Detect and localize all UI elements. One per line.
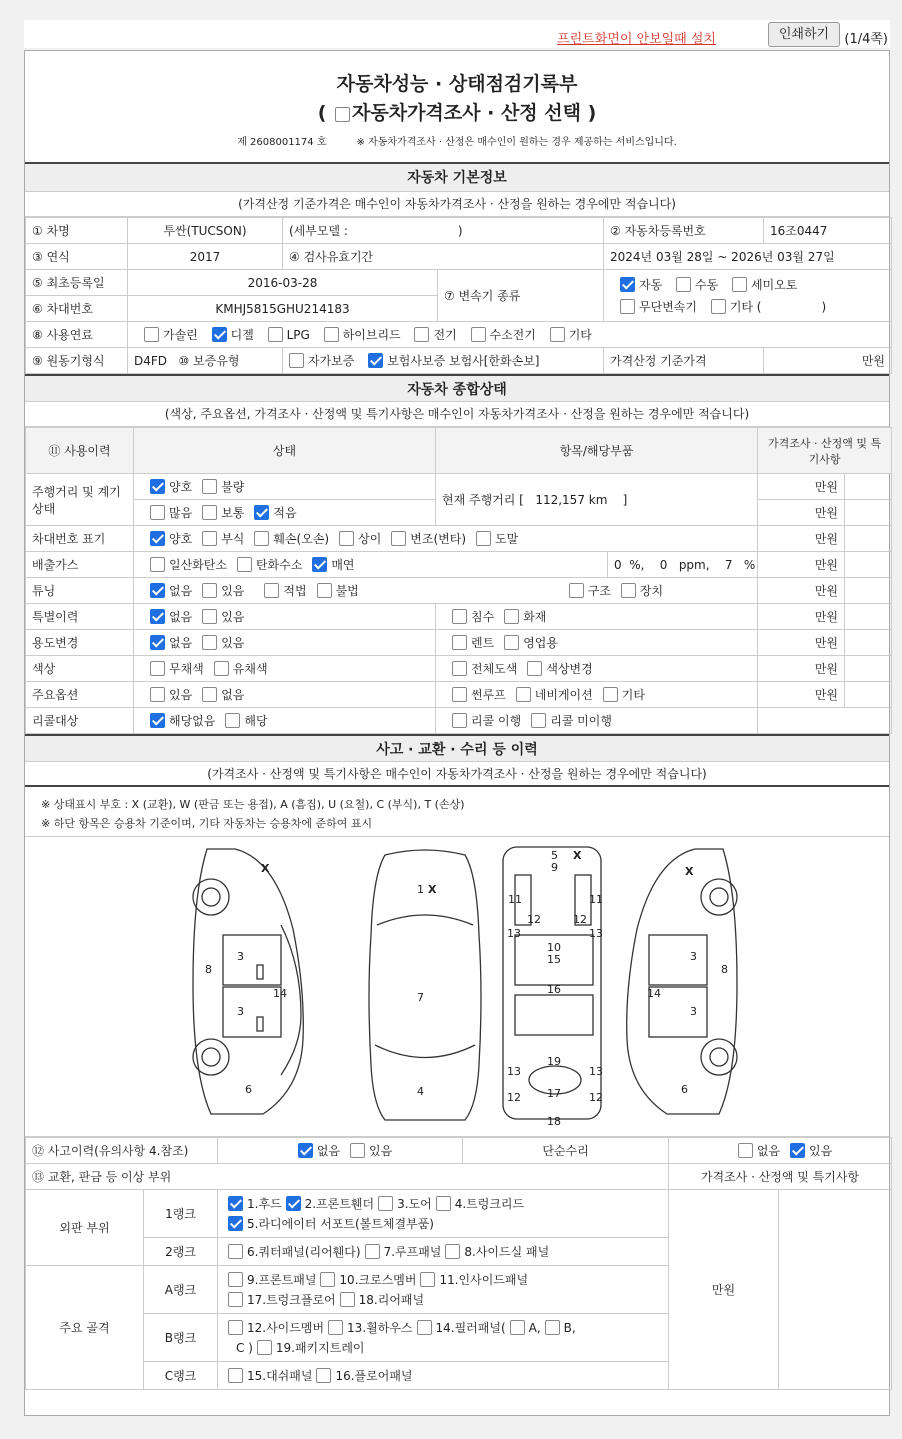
accident-history-label: ⑫ 사고이력(유의사항 4.참조) — [26, 1138, 218, 1164]
rank2-label: 2랭크 — [144, 1238, 218, 1266]
mileage-bad-checkbox[interactable] — [202, 479, 217, 494]
gas-co-checkbox[interactable] — [150, 557, 165, 572]
svg-text:4: 4 — [417, 1085, 424, 1098]
part-rear-panel-checkbox[interactable] — [340, 1292, 355, 1307]
trans-cvt-checkbox[interactable] — [620, 299, 635, 314]
svg-text:X: X — [573, 849, 582, 862]
option-navi-checkbox[interactable] — [516, 687, 531, 702]
svg-text:8: 8 — [205, 963, 212, 976]
reg-no-label: ② 자동차등록번호 — [604, 218, 764, 244]
vin-paint-checkbox[interactable] — [476, 531, 491, 546]
car-name-label: ① 차명 — [26, 218, 128, 244]
reg-no: 16조0447 — [764, 218, 892, 244]
trans-other-checkbox[interactable] — [711, 299, 726, 314]
tuning-yes-checkbox[interactable] — [202, 583, 217, 598]
use-rent-checkbox[interactable] — [452, 635, 467, 650]
svg-text:14: 14 — [273, 987, 287, 1000]
accident-section-title: 사고 · 교환 · 수리 등 이력 — [25, 734, 889, 762]
svg-text:17: 17 — [547, 1087, 561, 1100]
fuel-gasoline-checkbox[interactable] — [144, 327, 159, 342]
svg-text:3: 3 — [237, 1005, 244, 1018]
tuning-label: 튜닝 — [26, 578, 134, 604]
inspection-period: 2024년 03월 28일 ~ 2026년 03월 27일 — [604, 244, 892, 270]
basic-info-table — [25, 217, 892, 374]
vin-good-checkbox[interactable] — [150, 531, 165, 546]
doc-number: 제 2608001174 호 — [237, 137, 327, 148]
accident-none-checkbox[interactable] — [298, 1143, 313, 1158]
car-diagram — [25, 837, 889, 1137]
recall-applicable-checkbox[interactable] — [225, 713, 240, 728]
color-achromatic-checkbox[interactable] — [150, 661, 165, 676]
mileage-mid-checkbox[interactable] — [202, 505, 217, 520]
svg-text:5: 5 — [551, 849, 558, 862]
svg-text:3: 3 — [237, 950, 244, 963]
parts-label: ⑬ 교환, 판금 등 이상 부위 — [26, 1164, 669, 1190]
standard-note: ※ 하단 항목은 승용차 기준이며, 기타 자동차는 승용차에 준하여 표시 — [41, 817, 373, 830]
tuning-options: 없음 있음 적법 불법 구조 장치 — [134, 578, 758, 604]
tuning-illegal-checkbox[interactable] — [317, 583, 332, 598]
svg-text:18: 18 — [547, 1115, 561, 1125]
warranty-insurer-checkbox[interactable] — [368, 353, 383, 368]
recall-undone-checkbox[interactable] — [531, 713, 546, 728]
status-col-price: 가격조사 · 산정액 및 특기사항 — [758, 428, 892, 474]
mileage-low-checkbox[interactable] — [254, 505, 269, 520]
svg-text:13: 13 — [589, 1065, 603, 1078]
status-table: ⑪ 사용이력 상태 항목/해당부품 가격조사 · 산정액 및 특기사항 주행거리 및 계기상태 양호 불량 현재 주행거리 [ 112,157 km ] 만원 많음 보통 적음 만원 차대번호 표기 양호 부식 훼손(오손) 상이 변조(변타) 도말 만원 배출가스 일산화탄소 탄화수소 매연 0 %, 0 ppm, 7 % 만원 튜닝 없음 있음 적법 불법 구조 장치 만원 특별이력 없음 있음 침수 화재 만원 용도변경 없음 있음 렌트 영업용 만원 색상 무채색 유채색 전체도색 색상변경 만원 주요옵션 있음 없음 썬루프 네비게이션 기타 만원 리콜대상 해당없음 해당 리콜 이행 리콜 미이행 — [25, 427, 892, 734]
svg-text:X: X — [685, 865, 694, 878]
part-pillar-checkbox[interactable] — [417, 1320, 432, 1335]
vin-label: ⑥ 차대번호 — [26, 296, 128, 322]
part-package-tray-checkbox[interactable] — [257, 1340, 272, 1355]
left-side-view — [193, 849, 303, 1114]
vin-mark-options: 양호 부식 훼손(오손) 상이 변조(변타) 도말 — [134, 526, 758, 552]
vin: KMHJ5815GHU214183 — [128, 296, 438, 322]
color-change-checkbox[interactable] — [527, 661, 542, 676]
svg-text:X: X — [261, 862, 270, 875]
svg-text:12: 12 — [507, 1091, 521, 1104]
svg-text:12: 12 — [573, 913, 587, 926]
gas-options: 일산화탄소 탄화수소 매연 — [134, 552, 608, 578]
accident-yes-checkbox[interactable] — [350, 1143, 365, 1158]
engine-warranty — [128, 348, 283, 374]
gas-hc-checkbox[interactable] — [237, 557, 252, 572]
trans-semiauto-checkbox[interactable] — [732, 277, 747, 292]
svg-text:10: 10 — [547, 941, 561, 954]
part-side-sill-checkbox[interactable] — [445, 1244, 460, 1259]
fuel-diesel-checkbox[interactable] — [212, 327, 227, 342]
svg-text:9: 9 — [551, 861, 558, 874]
option-sunroof-checkbox[interactable] — [452, 687, 467, 702]
print-button[interactable]: 인쇄하기 — [768, 22, 840, 47]
base-price-unit: 만원 — [764, 348, 892, 374]
gas-label: 배출가스 — [26, 552, 134, 578]
svg-text:13: 13 — [507, 1065, 521, 1078]
tuning-none-checkbox[interactable] — [150, 583, 165, 598]
doc-title: 자동차성능 · 상태점검기록부 — [336, 73, 578, 95]
part-floor-panel-checkbox[interactable] — [316, 1368, 331, 1383]
frame-view — [503, 847, 603, 1125]
special-yes-checkbox[interactable] — [202, 609, 217, 624]
accident-section-note: (가격조사 · 산정액 및 특기사항은 매수인이 자동차가격조사 · 산정을 원하는 경우에만 적습니다) — [25, 762, 889, 787]
warranty-options: 자가보증 보험사보증 보험사[한화손보] — [283, 348, 604, 374]
tuning-structure-checkbox[interactable] — [569, 583, 584, 598]
vin-mark-label: 차대번호 표기 — [26, 526, 134, 552]
part-dash-panel-checkbox[interactable] — [228, 1368, 243, 1383]
rankA-label: A랭크 — [144, 1266, 218, 1314]
detail-model: (세부모델 : ) — [283, 218, 604, 244]
mileage-high-checkbox[interactable] — [150, 505, 165, 520]
current-mileage: 현재 주행거리 [ 112,157 km ] — [436, 474, 758, 526]
svg-text:1: 1 — [417, 883, 424, 896]
doc-header — [25, 51, 889, 164]
symbol-legend: ※ 상태표시 부호 : X (교환), W (판금 또는 용접), A (흠집), U (요철), C (부식), T (손상) — [41, 798, 465, 811]
rank1-label: 1랭크 — [144, 1190, 218, 1238]
color-full-paint-checkbox[interactable] — [452, 661, 467, 676]
trans-auto-checkbox[interactable] — [620, 277, 635, 292]
svg-text:3: 3 — [690, 950, 697, 963]
gas-values: 0 %, 0 ppm, 7 % — [608, 552, 758, 578]
part-inside-panel-checkbox[interactable] — [420, 1272, 435, 1287]
svg-text:15: 15 — [547, 953, 561, 966]
vin-rust-checkbox[interactable] — [202, 531, 217, 546]
pillar-b-checkbox[interactable] — [545, 1320, 560, 1335]
rankC-label: C랭크 — [144, 1362, 218, 1390]
page-indicator: (1/4쪽) — [844, 32, 888, 47]
part-quarter-checkbox[interactable] — [228, 1244, 243, 1259]
gas-smoke-checkbox[interactable] — [312, 557, 327, 572]
option-label: 주요옵션 — [26, 682, 134, 708]
svg-text:11: 11 — [589, 893, 603, 906]
car-name: 투싼(TUCSON) — [128, 218, 283, 244]
tuning-device-checkbox[interactable] — [621, 583, 636, 598]
svg-text:6: 6 — [681, 1083, 688, 1096]
frame-label: 주요 골격 — [26, 1266, 144, 1390]
svg-text:13: 13 — [507, 927, 521, 940]
svg-text:8: 8 — [721, 963, 728, 976]
option-yes-checkbox[interactable] — [150, 687, 165, 702]
special-flood-checkbox[interactable] — [452, 609, 467, 624]
tuning-legal-checkbox[interactable] — [264, 583, 279, 598]
outer-panel-label: 외판 부위 — [26, 1190, 144, 1266]
warranty-self-checkbox[interactable] — [289, 353, 304, 368]
status-col-parts: 항목/해당부품 — [436, 428, 758, 474]
doc-notice: ※ 자동차가격조사 · 산정은 매수인이 원하는 경우 제공하는 서비스입니다. — [356, 137, 677, 148]
recall-na-checkbox[interactable] — [150, 713, 165, 728]
part-side-member-checkbox[interactable] — [228, 1320, 243, 1335]
svg-text:X: X — [428, 883, 437, 896]
rankB-label: B랭크 — [144, 1314, 218, 1362]
trans-label: ⑦ 변속기 종류 — [438, 270, 604, 322]
special-fire-checkbox[interactable] — [504, 609, 519, 624]
vin-damage-checkbox[interactable] — [254, 531, 269, 546]
status-section-title: 자동차 종합상태 — [25, 374, 889, 402]
fuel-label: ⑧ 사용연료 — [26, 322, 128, 348]
record-document — [24, 50, 890, 1416]
status-col-state: 상태 — [134, 428, 436, 474]
price-survey-checkbox[interactable] — [335, 107, 350, 122]
part-radiator-support-checkbox[interactable] — [228, 1216, 243, 1231]
toolbar — [24, 20, 890, 48]
use-label: 용도변경 — [26, 630, 134, 656]
vin-altered-checkbox[interactable] — [391, 531, 406, 546]
simple-none-checkbox[interactable] — [738, 1143, 753, 1158]
fuel-lpg-checkbox[interactable] — [268, 327, 283, 342]
inspection-label: ④ 검사유효기간 — [283, 244, 604, 270]
base-price-label: 가격산정 기준가격 — [604, 348, 764, 374]
part-front-panel-checkbox[interactable] — [228, 1272, 243, 1287]
use-yes-checkbox[interactable] — [202, 635, 217, 650]
status-section-note: (색상, 주요옵션, 가격조사 · 산정액 및 특기사항은 매수인이 자동차가격조사 · 산정을 원하는 경우에만 적습니다) — [25, 402, 889, 427]
option-no-checkbox[interactable] — [202, 687, 217, 702]
mileage-good-checkbox[interactable] — [150, 479, 165, 494]
svg-text:7: 7 — [417, 991, 424, 1004]
doc-subtitle: ( 자동차가격조사 · 산정 선택 ) — [317, 102, 597, 124]
fuel-electric-checkbox[interactable] — [414, 327, 429, 342]
part-front-fender-checkbox[interactable] — [286, 1196, 301, 1211]
fuel-other-checkbox[interactable] — [550, 327, 565, 342]
fuel-hybrid-checkbox[interactable] — [324, 327, 339, 342]
part-hood-checkbox[interactable] — [228, 1196, 243, 1211]
parts-price-col: 가격조사 · 산정액 및 특기사항 — [669, 1164, 892, 1190]
svg-text:12: 12 — [527, 913, 541, 926]
part-cross-member-checkbox[interactable] — [320, 1272, 335, 1287]
year-label: ③ 연식 — [26, 244, 128, 270]
color-label: 색상 — [26, 656, 134, 682]
year: 2017 — [128, 244, 283, 270]
svg-text:12: 12 — [589, 1091, 603, 1104]
part-door-checkbox[interactable] — [378, 1196, 393, 1211]
part-wheel-house-checkbox[interactable] — [328, 1320, 343, 1335]
pillar-a-checkbox[interactable] — [510, 1320, 525, 1335]
part-trunk-lid-checkbox[interactable] — [436, 1196, 451, 1211]
fuel-hydrogen-checkbox[interactable] — [471, 327, 486, 342]
color-chromatic-checkbox[interactable] — [214, 661, 229, 676]
special-label: 특별이력 — [26, 604, 134, 630]
trans-options: 자동 수동 세미오토 무단변속기 기타 ( ) — [604, 270, 892, 322]
help-link[interactable]: 프린트화면이 안보일때 설치 — [557, 32, 716, 47]
status-col-history: ⑪ 사용이력 — [26, 428, 134, 474]
basic-section-note: (가격산정 기준가격은 매수인이 자동차가격조사 · 산정을 원하는 경우에만 적습니다) — [25, 192, 889, 217]
car-diagram-svg — [185, 845, 745, 1125]
parts-price-unit: 만원 — [669, 1190, 779, 1390]
simple-yes-checkbox[interactable] — [790, 1143, 805, 1158]
trans-manual-checkbox[interactable] — [676, 277, 691, 292]
mileage-cond-1: 양호 불량 — [134, 474, 436, 500]
first-reg: 2016-03-28 — [128, 270, 438, 296]
svg-text:16: 16 — [547, 983, 561, 996]
vin-diff-checkbox[interactable] — [339, 531, 354, 546]
warranty-label: ⑩ 보증유형 — [178, 354, 240, 368]
mileage-label: 주행거리 및 계기상태 — [26, 474, 134, 526]
recall-done-checkbox[interactable] — [452, 713, 467, 728]
svg-text:11: 11 — [508, 893, 522, 906]
engine-label: ⑨ 원동기형식 — [26, 348, 128, 374]
accident-history-table: ⑫ 사고이력(유의사항 4.참조) 없음 있음 단순수리 없음 있음 ⑬ 교환, 판금 등 이상 부위 가격조사 · 산정액 및 특기사항 외판 부위 1랭크 1.후드 2.프론트휀더 3.도어 4.트렁크리드 5.라디에이터 서포트(볼트체결부품) 만원 2랭크 6.쿼터패널(리어휀다) 7.루프패널 8.사이드실 패널 주요 골격 A랭크 9.프론트패널 10.크로스멤버 11.인사이드패널 17.트렁크플로어 18.리어패널 B랭크 12.사이드멤버 13.휠하우스 14.필러패널( A, B, C ) 19.패키지트레이 C랭크 15.대쉬패널 16.플로어패널 — [25, 1137, 892, 1390]
svg-text:6: 6 — [245, 1083, 252, 1096]
option-other-checkbox[interactable] — [603, 687, 618, 702]
status-symbol-notes — [25, 787, 889, 837]
recall-label: 리콜대상 — [26, 708, 134, 734]
engine-type: D4FD — [134, 354, 168, 368]
special-none-checkbox[interactable] — [150, 609, 165, 624]
fuel-options: 가솔린 디젤 LPG 하이브리드 전기 수소전기 기타 — [128, 322, 892, 348]
mileage-cond-2: 많음 보통 적음 — [134, 500, 436, 526]
basic-section-title: 자동차 기본정보 — [25, 164, 889, 192]
svg-text:19: 19 — [547, 1055, 561, 1068]
top-view — [369, 850, 481, 1120]
svg-text:14: 14 — [647, 987, 661, 1000]
right-side-view — [627, 849, 737, 1114]
svg-text:3: 3 — [690, 1005, 697, 1018]
use-none-checkbox[interactable] — [150, 635, 165, 650]
part-trunk-floor-checkbox[interactable] — [228, 1292, 243, 1307]
first-reg-label: ⑤ 최초등록일 — [26, 270, 128, 296]
part-roof-checkbox[interactable] — [365, 1244, 380, 1259]
svg-text:13: 13 — [589, 927, 603, 940]
simple-repair-label: 단순수리 — [463, 1138, 669, 1164]
use-business-checkbox[interactable] — [504, 635, 519, 650]
